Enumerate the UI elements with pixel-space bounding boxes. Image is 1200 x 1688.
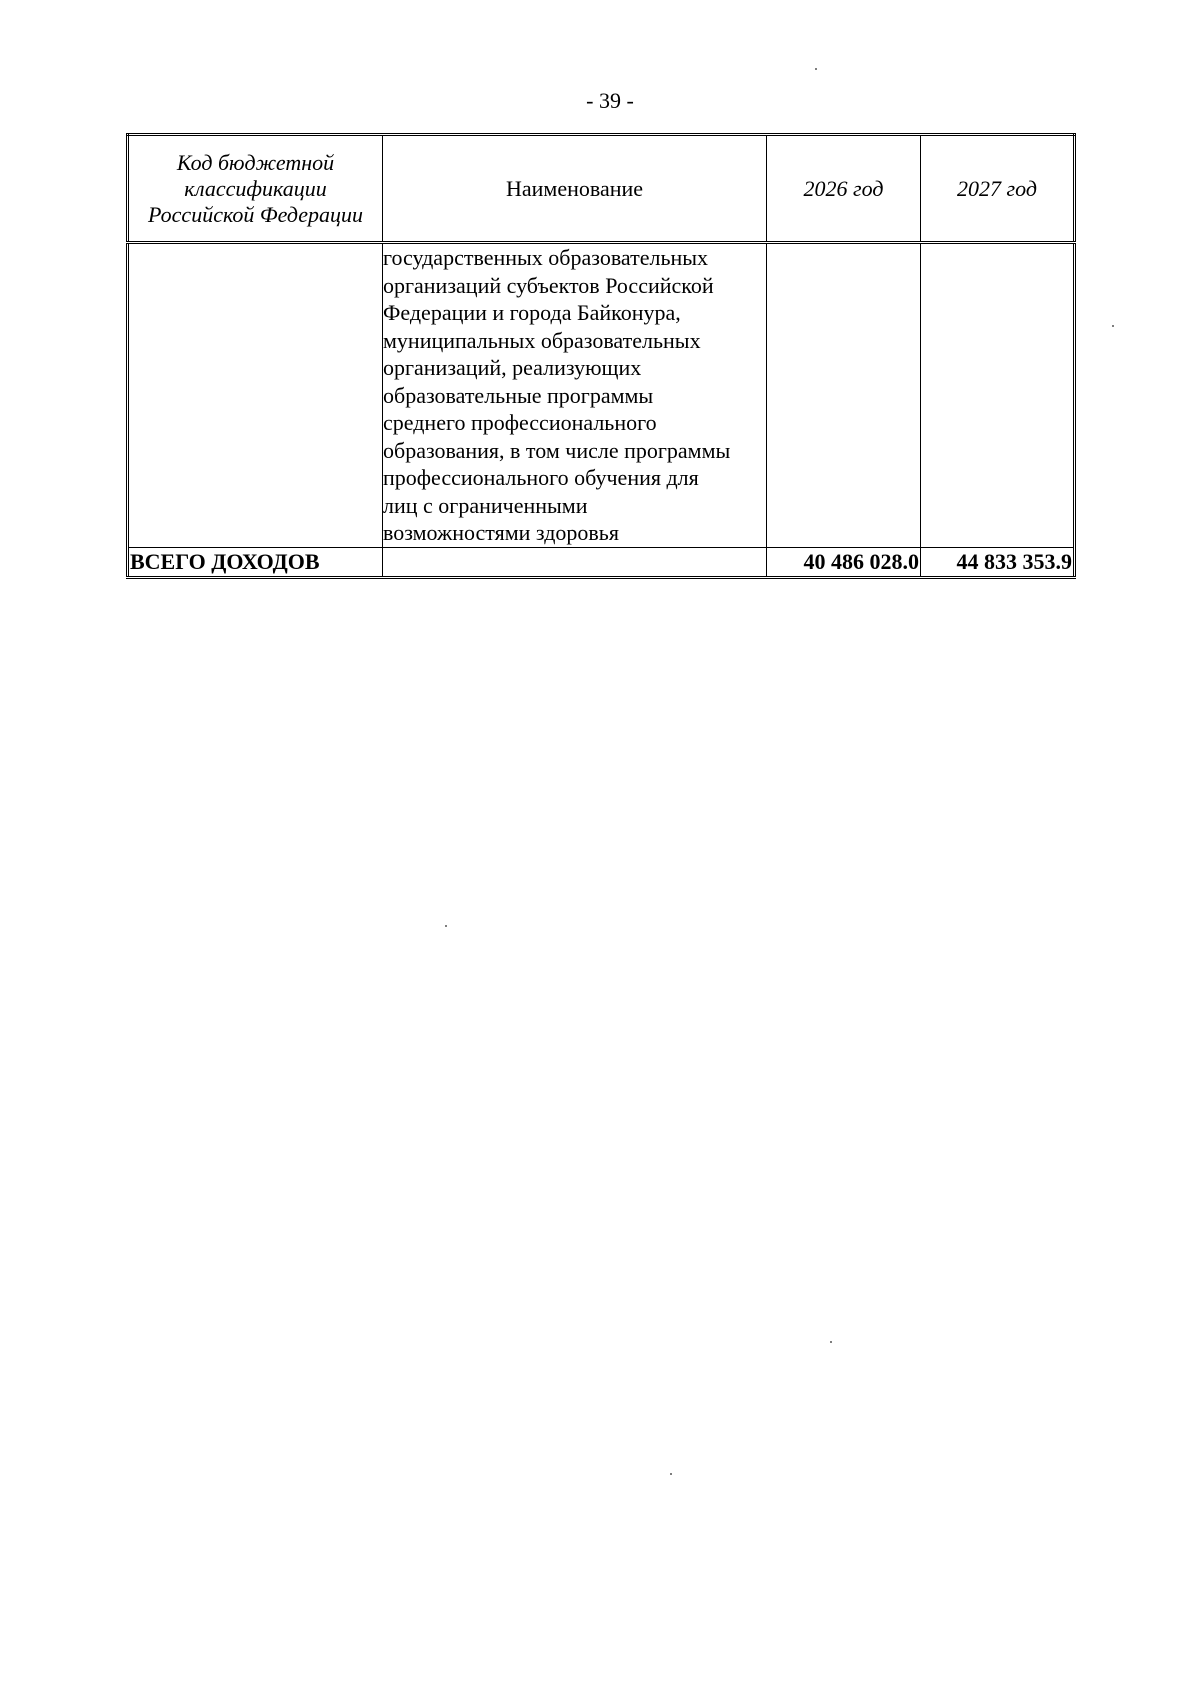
header-year-2027: 2027 год <box>921 135 1075 243</box>
header-year-2026: 2026 год <box>767 135 921 243</box>
description-line: Федерации и города Байконура, <box>383 300 681 325</box>
total-value-2026: 40 486 028.0 <box>767 548 921 578</box>
budget-revenue-table <box>126 133 1076 579</box>
scan-speck <box>830 1341 832 1343</box>
description-line: государственных образовательных <box>383 245 709 270</box>
header-name: Наименование <box>383 135 767 243</box>
row-value-2027-cell <box>921 243 1075 548</box>
description-line: образования, в том числе программы <box>383 437 731 463</box>
row-description-cell <box>383 243 767 548</box>
table-row-continued <box>128 243 1075 548</box>
scan-speck <box>1112 325 1114 327</box>
row-value-2026-cell <box>767 243 921 548</box>
scan-speck <box>445 925 447 927</box>
total-label: ВСЕГО ДОХОДОВ <box>128 548 383 578</box>
table-header-row <box>128 135 1075 243</box>
total-value-2027: 44 833 353.9 <box>921 548 1075 578</box>
description-line: образовательные программы <box>383 382 654 408</box>
total-name-cell <box>383 548 767 578</box>
description-line: организаций субъектов Российской <box>383 272 714 298</box>
scan-speck <box>670 1473 672 1475</box>
description-line: возможностями здоровья <box>383 520 619 545</box>
description-line: организаций, реализующих <box>383 355 642 380</box>
table-total-row <box>128 548 1075 578</box>
description-line: муниципальных образовательных <box>383 327 701 353</box>
description-line: лиц с ограниченными <box>383 492 588 518</box>
row-code-cell <box>128 243 383 548</box>
header-code: Код бюджетной классификации Российской Федерации <box>128 135 383 243</box>
scan-speck <box>815 68 817 70</box>
description-line: среднего профессионального <box>383 410 657 435</box>
page-number: - 39 - <box>586 88 634 113</box>
description-line: профессионального обучения для <box>383 465 699 490</box>
